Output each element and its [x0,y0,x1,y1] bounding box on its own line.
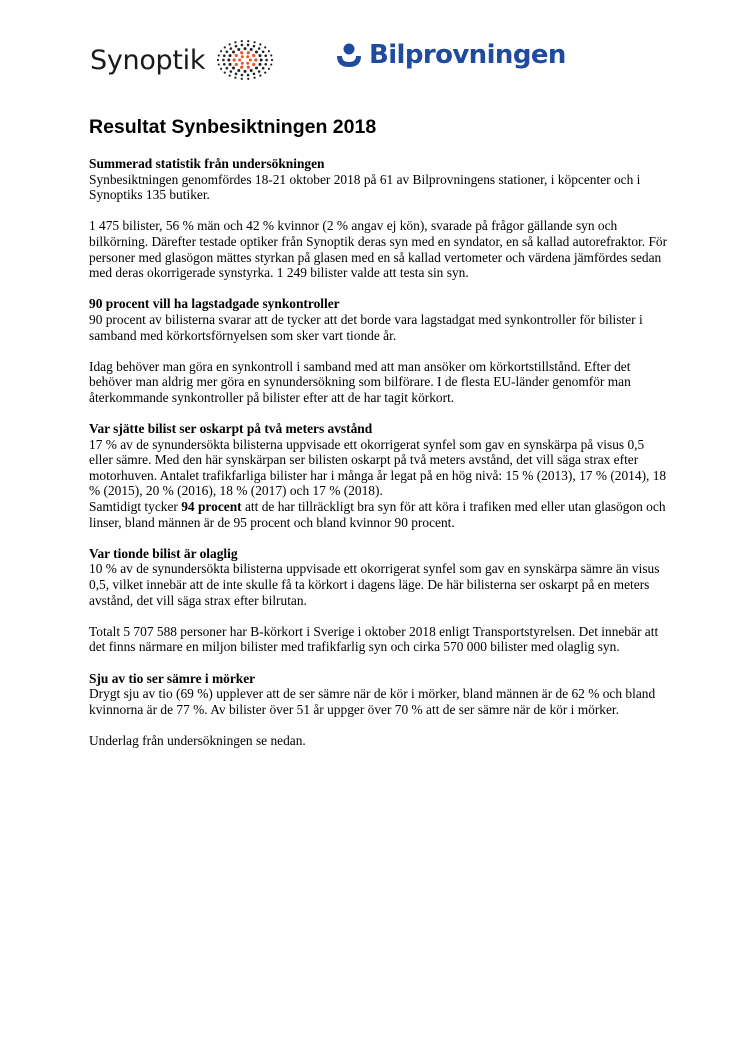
logo-dot [266,59,269,62]
logo-dot [258,47,261,50]
logo-dot [247,51,250,54]
logo-dot [249,59,252,62]
logo-bar [88,36,648,86]
logo-dot [224,46,226,48]
logo-dot [235,54,238,57]
logo-dot [241,74,244,77]
logo-dot [247,66,250,69]
logo-dot [270,63,272,65]
section-var-sjatte [89,421,669,530]
logo-dot [241,40,243,42]
logo-dot [250,48,253,51]
logo-dot [265,54,268,57]
logo-dot [229,54,232,57]
logo-dot [220,68,222,70]
logo-dot [220,50,222,52]
logo-dot [229,63,232,66]
logo-dot [259,75,261,77]
paragraph: 90 procent av bilisterna svarar att de tycker att det borde vara lagstadgat med synkontroller för bilister i samband med körkortsförnyelsen som sker vart tionde år. [89,311,643,343]
logo-dot [240,51,243,54]
bilprovningen-wordmark: Bilprovningen [369,40,566,70]
section-heading: Var tionde bilist är olaglig [89,545,238,561]
logo-dot [218,63,220,65]
section-heading: Var sjätte bilist ser oskarpt på två meters avstånd [89,421,373,437]
section-var-tionde [89,546,669,655]
logo-dot [218,54,220,56]
paragraph: 17 % av de synundersökta bilisterna uppvisade ett okorrigerat synfel som gav en synskärpa på visus 0,5 eller sämre. Med den här synskärpan ser bilisten oskarpt på två meters avstånd, det vill säga strax efter motorhuven. Antalet trafikfarliga bilister har i många år legat på en hög nivå: 15 % (2013), 17 % (2014), 18 % (2015), 20 % (2016), 18 % (2017) och 17 % (2018). [89,436,667,499]
logo-dot [235,77,237,79]
logo-dot [233,58,236,61]
logo-dot [254,77,256,79]
paragraph: Synbesiktningen genomfördes 18-21 oktober 2018 på 61 av Bilprovningens stationer, i köpcenter och i Synoptiks 135 butiker. [89,171,641,203]
logo-dot [250,69,253,72]
logo-dot [235,73,238,76]
logo-dot [224,72,226,74]
logo-dot [247,44,250,47]
logo-dot [258,70,261,73]
section-summary [89,156,669,281]
logo-dot [259,43,261,45]
logo-dot [246,55,249,58]
bilprovningen-person-icon [334,40,364,70]
logo-dot [244,47,247,50]
logo-dot [238,48,241,51]
logo-dot [264,46,266,48]
section-lagstadgade [89,296,669,405]
document-body [89,156,669,749]
text-run: att de har tillräckligt bra syn för att köra i trafiken med eller utan glasögon och linser, bland männen är de 95 procent och bland kvinnor 90 procent. [89,499,666,530]
footer-note: Underlag från undersökningen se nedan. [89,732,306,748]
logo-dot [260,59,263,62]
logo-dot [241,55,244,58]
logo-dot [240,66,243,69]
logo-dot [259,63,262,66]
logo-dot [252,63,255,66]
logo-dot [247,78,249,80]
paragraph: 10 % av de synundersökta bilisterna uppvisade ett okorrigerat synfel som gav en synskärpa sämre än visus 0,5, vilket innebär att de inte skulle få ta körkort i dagens läge. De här bilisterna ser oskarpt på en meters avstånd, det vill säga strax efter bilrutan. [89,561,660,608]
paragraph: Totalt 5 707 588 personer har B-körkort i Sverige i oktober 2018 enligt Transportstyrelsen. Det innebär att det finns närmare en miljon bilister med trafikfarlig syn och cirka 570 000 bilister med olaglig syn. [89,623,659,655]
logo-dot [238,59,241,62]
logo-dot [241,44,244,47]
logo-dot [268,50,270,52]
logo-dot [264,72,266,74]
paragraph: Drygt sju av tio (69 %) upplever att de ser sämre när de kör i mörker, bland männen är de 62 % och bland kvinnorna är de 77 %. Av bilister över 51 år uppger över 70 % att de ser sämre när de kör i mörker. [89,686,656,717]
logo-dot [222,59,225,62]
logo-dot [254,41,256,43]
logo-dot [235,41,237,43]
logo-dot [232,50,235,53]
logo-dot [235,45,238,48]
section-heading: Summerad statistik från undersökningen [89,156,325,171]
bold-text: 94 procent [181,499,242,515]
logo-dot [252,54,255,57]
logo-dot [255,50,258,53]
logo-dot [235,63,238,66]
logo-dot [253,73,256,76]
logo-dot [247,74,250,77]
logo-dot [230,47,233,50]
paragraph [89,499,669,530]
logo-dot [241,78,243,80]
logo-dot [247,40,249,42]
logo-dot [223,54,226,57]
logo-dot [229,43,231,45]
logo-dot [271,59,273,61]
logo-dot [217,59,219,61]
synoptik-wordmark: Synoptik [90,44,206,76]
logo-dot [255,67,258,70]
logo-dot [229,75,231,77]
logo-dot [226,67,229,70]
logo-dot [268,68,270,70]
logo-dot [246,62,249,65]
logo-dot [232,67,235,70]
section-heading: Sju av tio ser sämre i mörker [89,670,256,686]
synoptik-logo [90,40,273,80]
logo-dot [265,63,268,66]
logo-dot [262,67,265,70]
paragraph: 1 475 bilister, 56 % män och 42 % kvinnor (2 % angav ej kön), svarade på frågor gällande syn och bilkörning. Därefter testade optiker från Synoptik deras syn med en syndator, en så kallad autorefraktor. För personer med glasögon mättes styrkan på glasen med en så kallad vertometer och värdena jämfördes sedan med deras okorrigerade synstyrka. 1 249 bilister valde att testa sin syn. [89,218,668,281]
logo-dot [262,50,265,53]
logo-dot [259,54,262,57]
page-title: Resultat Synbesiktningen 2018 [89,116,377,138]
bilprovningen-logo [334,40,566,70]
section-morker [89,671,669,718]
logo-dot [238,69,241,72]
logo-dot [230,70,233,73]
text-run: Samtidigt tycker [89,499,182,515]
synoptik-dots-icon [217,40,273,80]
logo-dot [253,45,256,48]
logo-dot [241,62,244,65]
logo-dot [244,70,247,73]
logo-dot [254,58,257,61]
logo-dot [223,63,226,66]
logo-dot [270,54,272,56]
logo-dot [228,59,231,62]
section-heading: 90 procent vill ha lagstadgade synkontroller [89,296,340,312]
paragraph: Idag behöver man göra en synkontroll i samband med att man ansöker om körkortstillstånd. Efter det behöver man aldrig mer göra en synundersökning som bilförare. I de flesta EU-länder genomför man återkommande synkontroller på bilister efter att de har tagit körkort. [89,358,631,405]
logo-dot [226,50,229,53]
